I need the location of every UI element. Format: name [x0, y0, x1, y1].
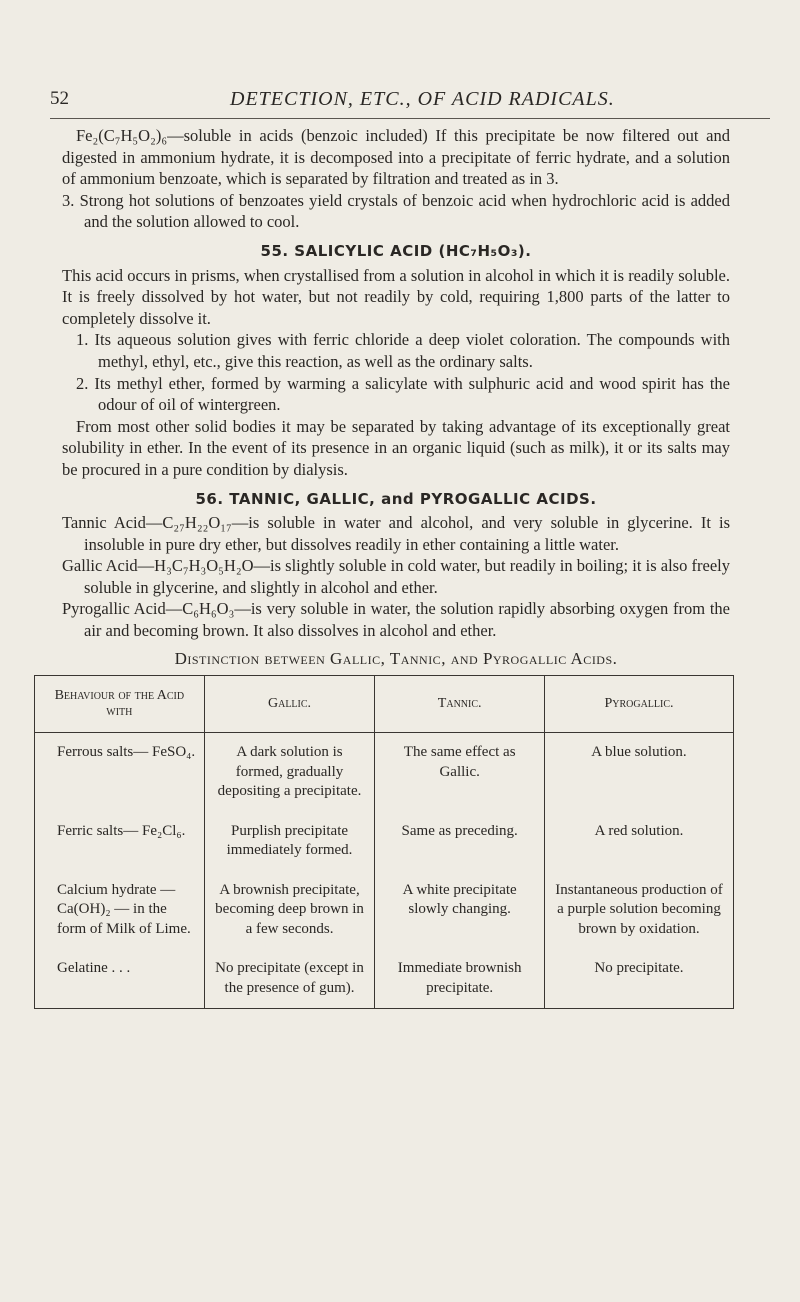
pyrogallic-acid-paragraph: Pyrogallic Acid—C₆H₆O₃—is very soluble in water, the solution rapidly absorbing oxygen from the air and becoming brown. It also dissolves in alcohol and ether.	[62, 599, 730, 641]
page-number: 52	[50, 88, 69, 109]
table-cell-pyrogallic: A blue solution.	[544, 733, 733, 812]
table-cell-tannic: Immediate brownish precipitate.	[375, 949, 545, 1009]
page-body	[54, 125, 730, 1009]
benzoate-item-3: 3. Strong hot solutions of benzoates yield crystals of benzoic acid when hydrochloric acid is added and the solution allowed to cool.	[62, 190, 730, 232]
table-cell-reagent: Ferrous salts— FeSO₄.	[35, 733, 205, 812]
salicylic-item-1: 1. Its aqueous solution gives with ferric chloride a deep violet coloration. The compounds with methyl, ethyl, etc., give this reaction, as well as the ordinary salts.	[76, 330, 730, 371]
salicylic-item-2: 2. Its methyl ether, formed by warming a salicylate with sulphuric acid and wood spirit has the odour of oil of wintergreen.	[76, 373, 730, 415]
table-row	[35, 733, 734, 812]
table-cell-reagent: Gelatine . . .	[35, 949, 205, 1009]
header-rule	[50, 118, 770, 119]
table-cell-gallic: A brownish precipitate, becoming deep brown in a few seconds.	[204, 871, 375, 950]
table-cell-pyrogallic: No precipitate.	[544, 949, 733, 1009]
salicylic-paragraph: This acid occurs in prisms, when crystallised from a solution in alcohol in which it is readily soluble. It is freely dissolved by hot water, but not readily by cold, requiring 1,800 parts of the latter to completely dissolve it.	[62, 265, 730, 328]
tannic-heading: 56. TANNIC, GALLIC, and PYROGALLIC ACIDS.	[195, 489, 597, 508]
table-cell-reagent: Ferric salts— Fe₂Cl₆.	[35, 812, 205, 871]
table-title: Distinction between Gallic, Tannic, and Pyrogallic Acids.	[174, 648, 618, 668]
distinction-table	[34, 675, 734, 1009]
table-cell-gallic: Purplish precipitate immediately formed.	[204, 812, 375, 871]
table-row	[35, 949, 734, 1009]
tannic-acid-paragraph: Tannic Acid—C₂₇H₂₂O₁₇—is soluble in water and alcohol, and very soluble in glycerine. It is insoluble in pure dry ether, but dissolves readily in ether containing a little water.	[62, 513, 730, 554]
table-row	[35, 812, 734, 871]
page-header	[50, 88, 730, 118]
table-cell-pyrogallic: A red solution.	[544, 812, 733, 871]
table-cell-gallic: No precipitate (except in the presence of gum).	[204, 949, 375, 1009]
salicylic-paragraph-2: From most other solid bodies it may be separated by taking advantage of its exceptionally great solubility in ether. In the event of its presence in an organic liquid (such as milk), it or its salts may be procured in a pure condition by dialysis.	[62, 416, 730, 479]
table-cell-tannic: Same as preceding.	[375, 812, 545, 871]
running-title: DETECTION, ETC., OF ACID RADICALS.	[230, 88, 615, 110]
salicylic-heading: 55. SALICYLIC ACID (HC₇H₅O₃).	[260, 241, 532, 260]
table-cell-gallic: A dark solution is formed, gradually depositing a precipitate.	[204, 733, 375, 812]
table-cell-pyrogallic: Instantaneous production of a purple solution becoming brown by oxidation.	[544, 871, 733, 950]
table-header-row	[35, 676, 734, 733]
table-cell-tannic: A white precipitate slowly changing.	[375, 871, 545, 950]
table-cell-tannic: The same effect as Gallic.	[375, 733, 545, 812]
column-header-gallic: Gallic.	[204, 676, 375, 733]
table-cell-reagent: Calcium hydrate — Ca(OH)₂ — in the form of Milk of Lime.	[35, 871, 205, 950]
column-header-tannic: Tannic.	[375, 676, 545, 733]
benzoate-paragraph: Fe₂(C₇H₅O₂)₆—soluble in acids (benzoic included) If this precipitate be now filtered out and digested in ammonium hydrate, it is decomposed into a precipitate of ferric hydrate, and a solution of ammonium benzoate, which is separated by filtration and treated as in 3.	[62, 126, 730, 189]
column-header-pyrogallic: Pyrogallic.	[544, 676, 733, 733]
table-row	[35, 871, 734, 950]
column-header-behaviour: Behaviour of the Acid with	[35, 676, 205, 733]
gallic-acid-paragraph: Gallic Acid—H₃C₇H₃O₅H₂O—is slightly soluble in cold water, but readily in boiling; it is also freely soluble in glycerine, and slightly in alcohol and ether.	[62, 556, 730, 597]
